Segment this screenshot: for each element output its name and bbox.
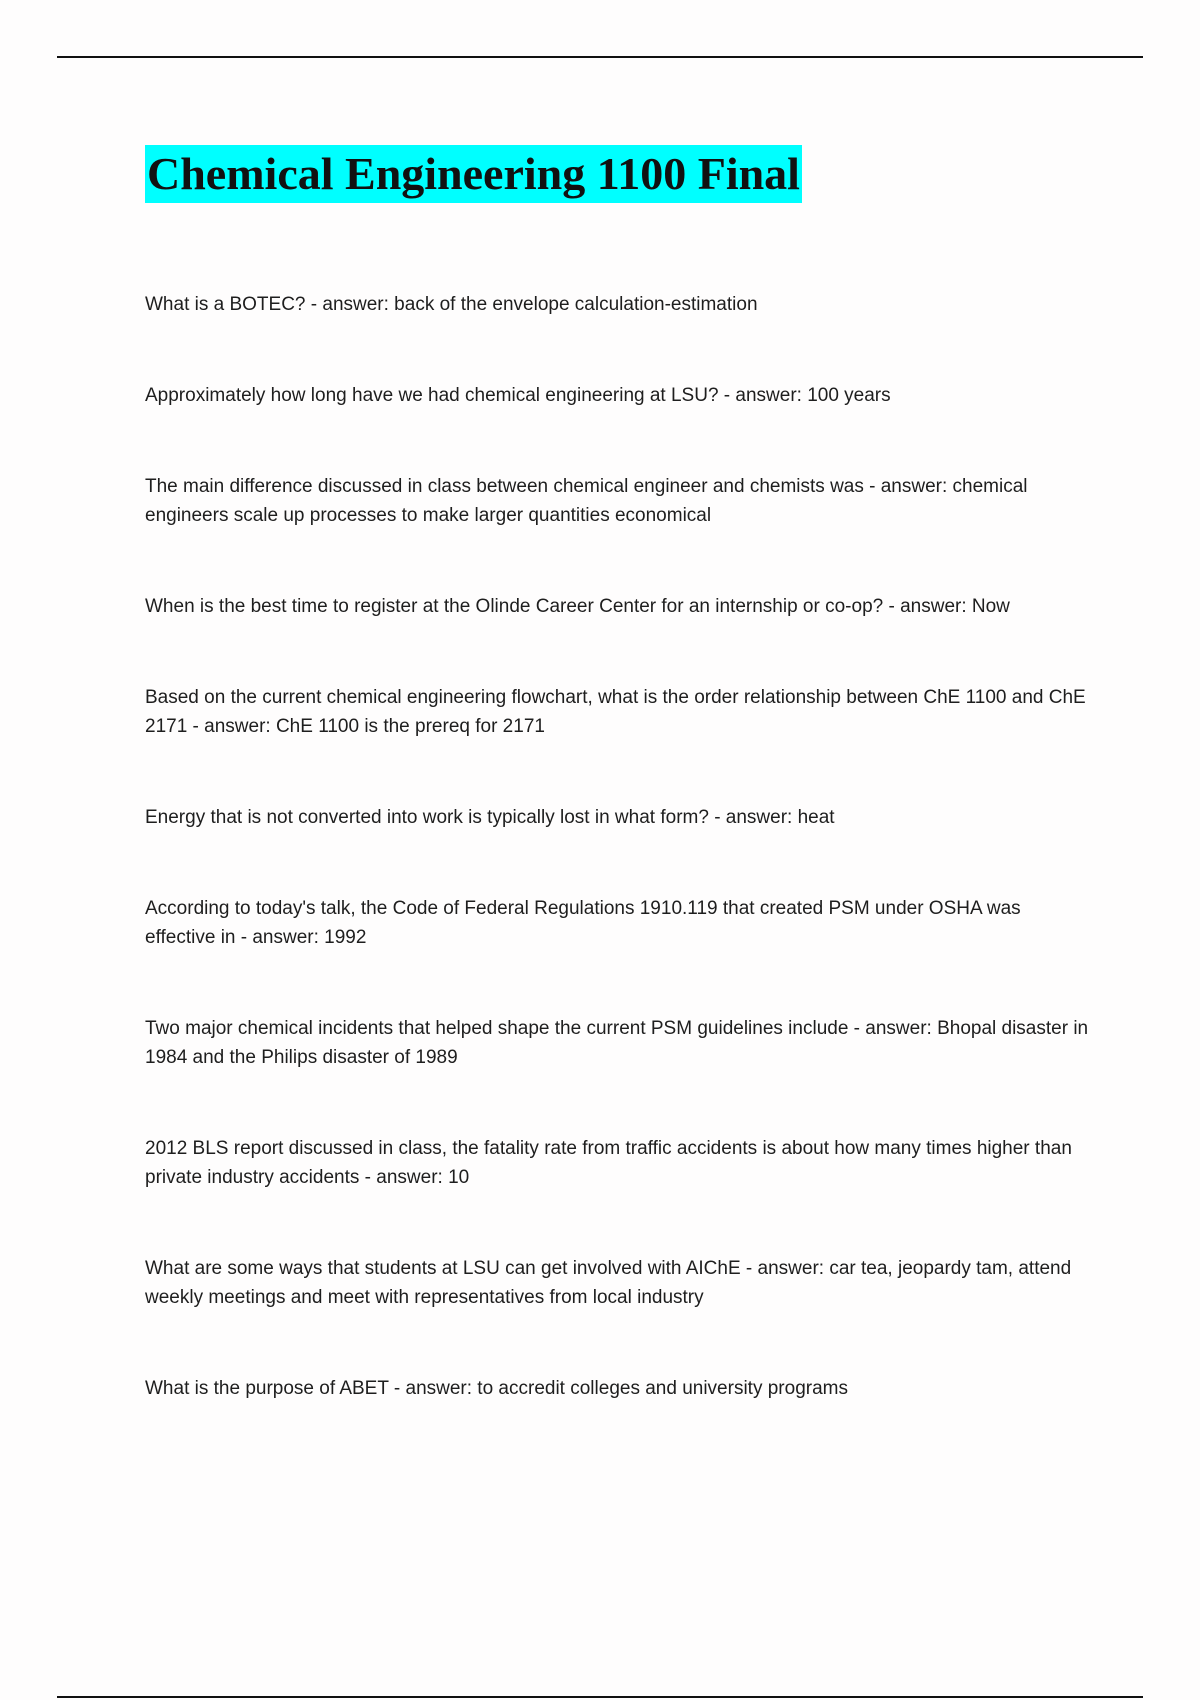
qa-item: Two major chemical incidents that helped shape the current PSM guidelines include - answer: Bhopal disaster in 1984 and the Philips disaster of 1989 <box>145 1018 1089 1068</box>
qa-item: 2012 BLS report discussed in class, the fatality rate from traffic accidents is about how many times higher than private industry accidents - answer: 10 <box>145 1138 1072 1188</box>
qa-item: According to today's talk, the Code of Federal Regulations 1910.119 that created PSM under OSHA was effective in - answer: 1992 <box>145 898 1021 948</box>
qa-item: What is a BOTEC? - answer: back of the envelope calculation-estimation <box>145 294 758 315</box>
qa-item: What is the purpose of ABET - answer: to accredit colleges and university programs <box>145 1378 848 1399</box>
title-block <box>145 145 802 203</box>
qa-item: Approximately how long have we had chemical engineering at LSU? - answer: 100 years <box>145 385 891 406</box>
question-answer-list <box>145 290 1090 1403</box>
qa-item: When is the best time to register at the Olinde Career Center for an internship or co-op? - answer: Now <box>145 596 1010 617</box>
qa-item: Based on the current chemical engineering flowchart, what is the order relationship between ChE 1100 and ChE 2171 - answer: ChE 1100 is the prereq for 2171 <box>145 687 1086 737</box>
document-title: Chemical Engineering 1100 Final <box>145 145 802 203</box>
qa-item: The main difference discussed in class between chemical engineer and chemists was - answer: chemical engineers scale up processes to make larger quantities economical <box>145 476 1028 526</box>
bottom-rule <box>57 1696 1143 1698</box>
qa-item: What are some ways that students at LSU can get involved with AIChE - answer: car tea, jeopardy tam, attend weekly meetings and meet with representatives from local industry <box>145 1258 1072 1308</box>
qa-item: Energy that is not converted into work is typically lost in what form? - answer: heat <box>145 807 835 828</box>
top-rule <box>57 56 1143 58</box>
